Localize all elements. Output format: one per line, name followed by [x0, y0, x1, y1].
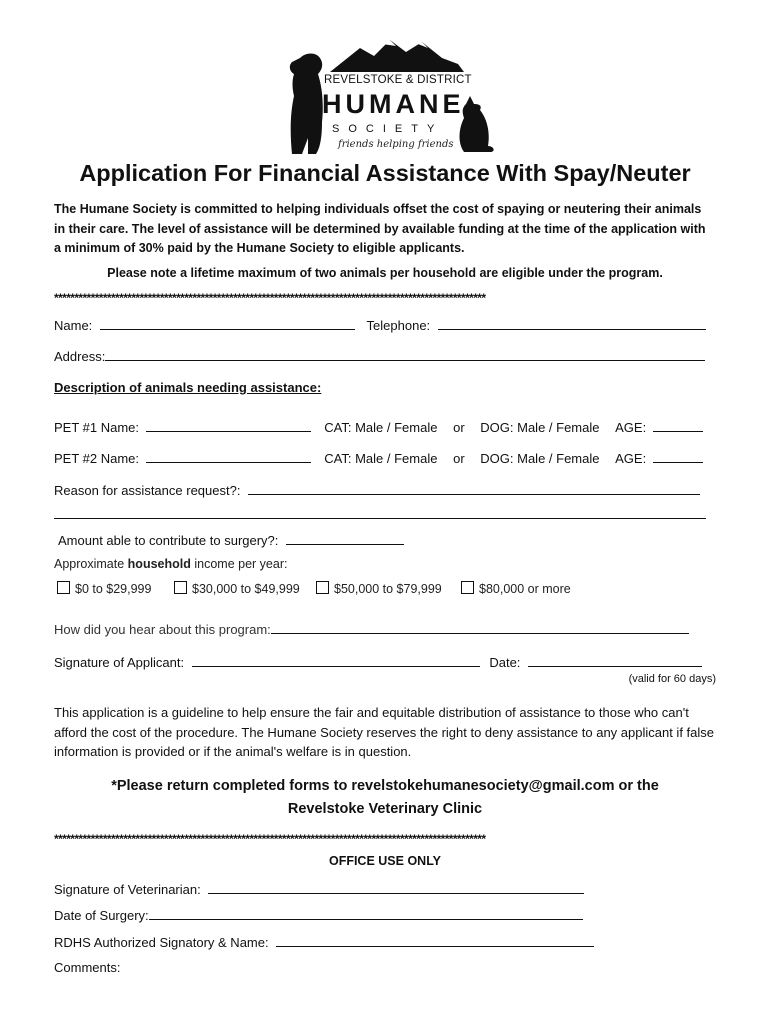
- address-label: Address:: [54, 349, 106, 364]
- reason-label: Reason for assistance request?:: [54, 483, 241, 498]
- hear-field[interactable]: [271, 621, 689, 634]
- income-option-3[interactable]: [461, 581, 571, 596]
- address-row: [54, 348, 705, 364]
- pet2-or: or: [453, 451, 465, 466]
- logo-society-text: SOCIETY: [332, 123, 444, 135]
- pet1-or: or: [453, 420, 465, 435]
- pet1-cat-option[interactable]: CAT: Male / Female: [324, 420, 438, 435]
- date-label: Date:: [489, 655, 521, 670]
- checkbox-icon[interactable]: [316, 581, 329, 594]
- checkbox-icon[interactable]: [174, 581, 187, 594]
- comments-label: Comments:: [54, 960, 121, 975]
- reason-field-line2[interactable]: [54, 518, 706, 519]
- income-option-1-label: $30,000 to $49,999: [192, 582, 300, 596]
- rdhs-label: RDHS Authorized Signatory & Name:: [54, 935, 269, 950]
- pet2-dog-option[interactable]: DOG: Male / Female: [480, 451, 600, 466]
- income-heading: [54, 557, 287, 571]
- address-field[interactable]: [105, 348, 705, 361]
- income-option-2-label: $50,000 to $79,999: [334, 582, 442, 596]
- logo-humane-text: HUMANE: [322, 89, 465, 119]
- vet-signature-row: [54, 881, 584, 897]
- pet2-name-field[interactable]: [146, 450, 311, 463]
- pet2-cat-option[interactable]: CAT: Male / Female: [324, 451, 438, 466]
- name-field[interactable]: [100, 317, 355, 330]
- pet2-age-label: AGE:: [615, 451, 647, 466]
- return-instructions: [0, 775, 770, 821]
- income-option-0-label: $0 to $29,999: [75, 582, 152, 596]
- income-option-3-label: $80,000 or more: [479, 582, 571, 596]
- amount-label: Amount able to contribute to surgery?:: [58, 533, 279, 548]
- reason-row: [54, 482, 700, 498]
- date-field[interactable]: [528, 654, 702, 667]
- surgery-date-label: Date of Surgery:: [54, 908, 149, 923]
- return-line2: Revelstoke Veterinary Clinic: [287, 801, 483, 817]
- disclaimer: This application is a guideline to help ensure the fair and equitable distribution of assistance to those who can't afford the cost of the procedure. The Humane Society reserves the right to deny assistance to any applicant if false information is provided or if the animal's welfare is in question.: [54, 705, 715, 759]
- pet2-row: [54, 450, 716, 466]
- income-option-1[interactable]: [174, 581, 300, 596]
- income-prefix: Approximate: [54, 557, 125, 571]
- return-line1: *Please return completed forms to revelstokehumanesociety@gmail.com or the: [111, 778, 659, 794]
- telephone-label: Telephone:: [366, 318, 431, 333]
- signature-label: Signature of Applicant:: [54, 655, 185, 670]
- page-title: Application For Financial Assistance With Spay/Neuter: [79, 160, 691, 186]
- office-use-heading: OFFICE USE ONLY: [328, 854, 442, 868]
- pet2-label: PET #2 Name:: [54, 451, 140, 466]
- pet1-age-label: AGE:: [615, 420, 647, 435]
- vet-signature-field[interactable]: [208, 881, 584, 894]
- pet1-age-field[interactable]: [653, 419, 703, 432]
- amount-row: [58, 532, 404, 548]
- rdhs-field[interactable]: [276, 934, 594, 947]
- hear-label: How did you hear about this program:: [54, 622, 271, 637]
- pet1-dog-option[interactable]: DOG: Male / Female: [480, 420, 600, 435]
- hear-row: [54, 621, 689, 637]
- surgery-date-row: [54, 907, 583, 923]
- comments-row: [54, 960, 120, 975]
- pet1-row: [54, 419, 716, 435]
- pet1-name-field[interactable]: [146, 419, 311, 432]
- checkbox-icon[interactable]: [461, 581, 474, 594]
- reason-field[interactable]: [248, 482, 700, 495]
- logo-tagline: friends helping friends: [338, 139, 454, 150]
- intro-paragraph: The Humane Society is committed to helping individuals offset the cost of spaying or neutering their animals in their care. The level of assistance will be determined by available funding at the time of the application with a minimum of 30% paid by the Humane Society to eligible applicants.: [54, 202, 706, 255]
- income-option-2[interactable]: [316, 581, 442, 596]
- checkbox-icon[interactable]: [57, 581, 70, 594]
- telephone-field[interactable]: [438, 317, 706, 330]
- income-option-0[interactable]: [57, 581, 151, 596]
- description-heading: [54, 380, 321, 395]
- vet-signature-label: Signature of Veterinarian:: [54, 882, 201, 897]
- pet1-label: PET #1 Name:: [54, 420, 140, 435]
- separator-bottom: **********************************************************************************************************: [54, 832, 486, 846]
- dog-silhouette-icon: [290, 54, 323, 155]
- name-row: [54, 317, 706, 333]
- surgery-date-field[interactable]: [149, 907, 583, 920]
- rdhs-row: [54, 934, 594, 950]
- income-bold: household: [127, 557, 191, 571]
- pet2-age-field[interactable]: [653, 450, 703, 463]
- amount-field[interactable]: [286, 532, 404, 545]
- signature-field[interactable]: [192, 654, 480, 667]
- income-suffix: income per year:: [194, 557, 288, 571]
- program-note: Please note a lifetime maximum of two animals per household are eligible under the program.: [107, 266, 663, 280]
- valid-note: (valid for 60 days): [628, 673, 716, 685]
- separator-top: **********************************************************************************************************: [54, 291, 486, 305]
- humane-society-logo: [282, 34, 502, 156]
- cat-silhouette-icon: [460, 96, 494, 152]
- description-heading-text: Description of animals needing assistance:: [54, 380, 322, 395]
- signature-row: [54, 654, 702, 670]
- logo-org-name: REVELSTOKE & DISTRICT: [324, 74, 472, 86]
- name-label: Name:: [54, 318, 93, 333]
